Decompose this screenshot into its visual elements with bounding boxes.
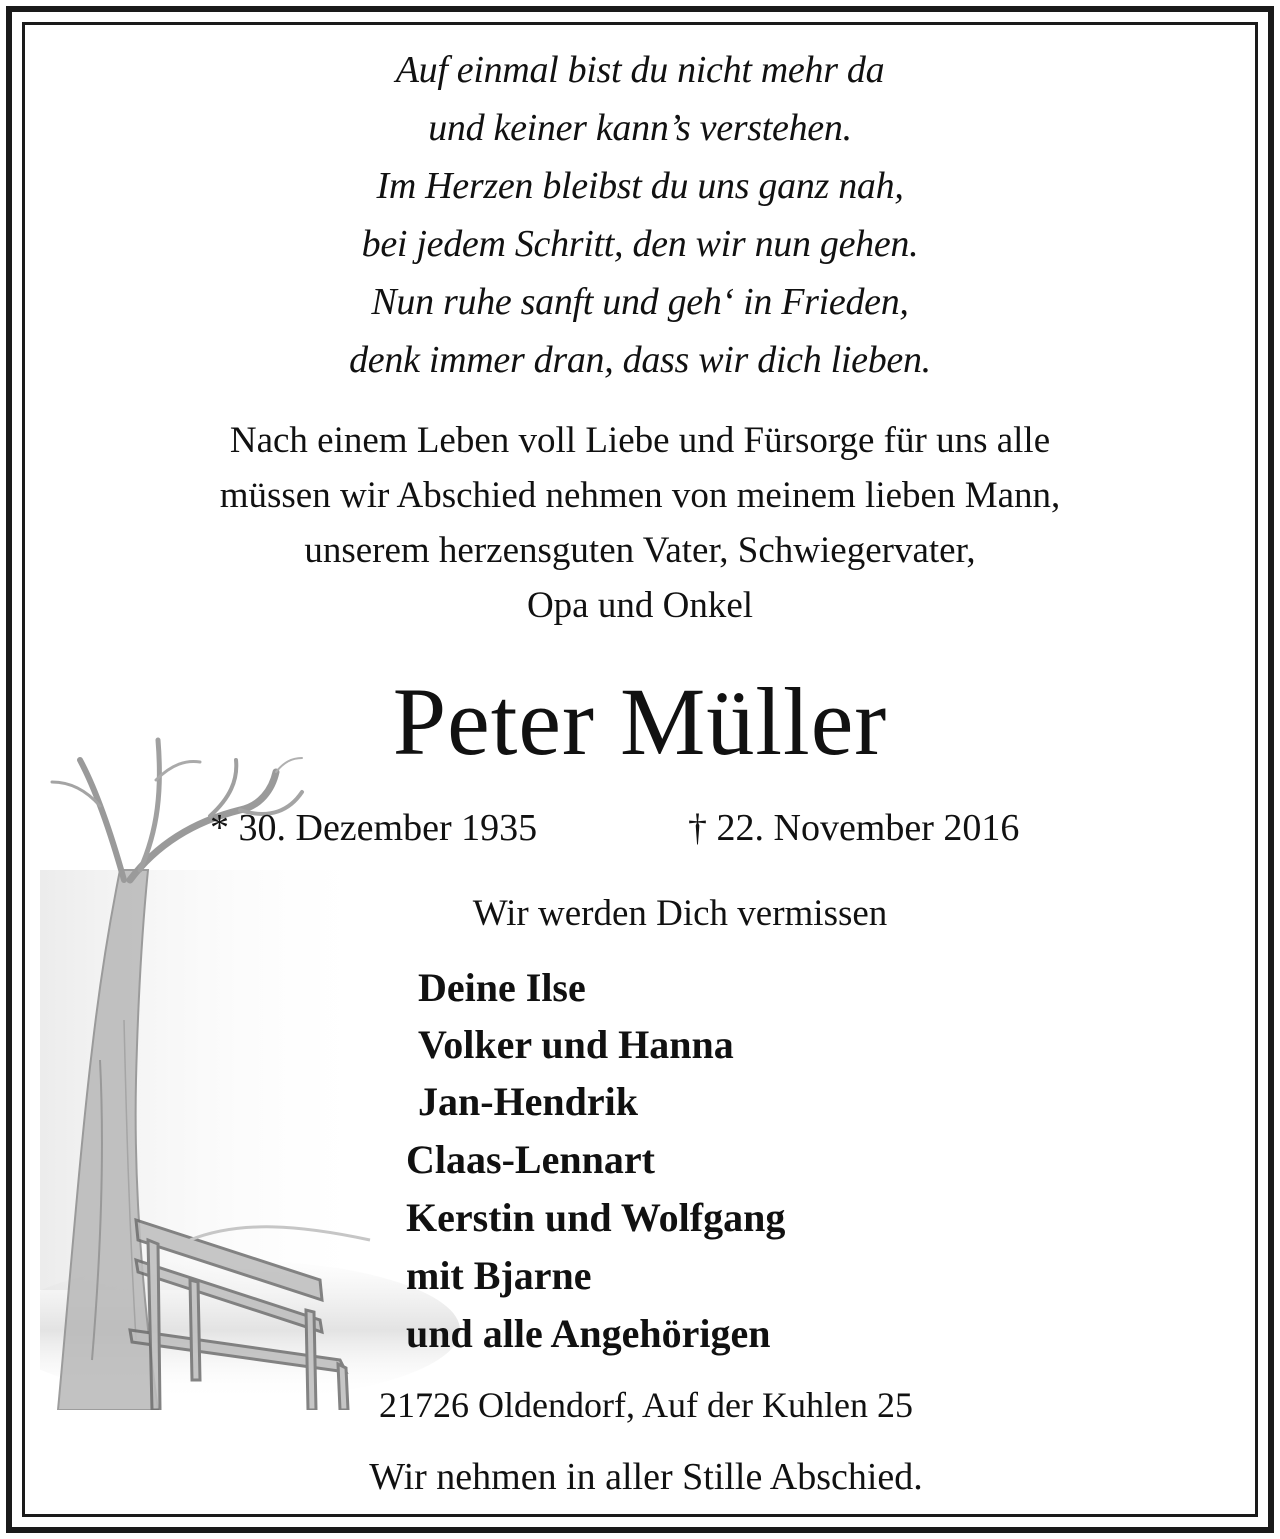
deceased-name: Peter Müller xyxy=(392,668,888,775)
family-line-2: Volker und Hanna xyxy=(418,1022,734,1067)
family-line-3: Jan-Hendrik xyxy=(418,1079,639,1124)
intro-line-4: Opa und Onkel xyxy=(526,585,754,626)
poem-line-3: Im Herzen bleibst du uns ganz nah, xyxy=(376,165,904,207)
family-line-5: Kerstin und Wolfgang xyxy=(406,1195,786,1240)
family-line-4: Claas-Lennart xyxy=(406,1137,655,1182)
poem-line-4: bei jedem Schritt, den wir nun gehen. xyxy=(361,223,919,265)
family-line-6: mit Bjarne xyxy=(406,1253,592,1298)
poem-line-6: denk immer dran, dass wir dich lieben. xyxy=(349,339,931,381)
death-date: † 22. November 2016 xyxy=(688,807,1020,849)
poem-line-1: Auf einmal bist du nicht mehr da xyxy=(395,49,885,91)
intro-line-1: Nach einem Leben voll Liebe und Fürsorge für uns alle xyxy=(229,420,1051,461)
poem-line-2: und keiner kann’s verstehen. xyxy=(428,107,852,149)
address: 21726 Oldendorf, Auf der Kuhlen 25 xyxy=(379,1385,913,1425)
miss-text: Wir werden Dich vermissen xyxy=(472,893,888,934)
intro-line-2: müssen wir Abschied nehmen von meinem lieben Mann, xyxy=(219,475,1061,516)
intro-line-3: unserem herzensguten Vater, Schwiegervater, xyxy=(304,530,976,571)
family-line-1: Deine Ilse xyxy=(418,965,586,1010)
poem-line-5: Nun ruhe sanft und geh‘ in Frieden, xyxy=(371,281,909,323)
family-line-7: und alle Angehörigen xyxy=(406,1311,771,1356)
birth-date: * 30. Dezember 1935 xyxy=(210,807,538,849)
closing-line: Wir nehmen in aller Stille Abschied. xyxy=(369,1456,923,1498)
